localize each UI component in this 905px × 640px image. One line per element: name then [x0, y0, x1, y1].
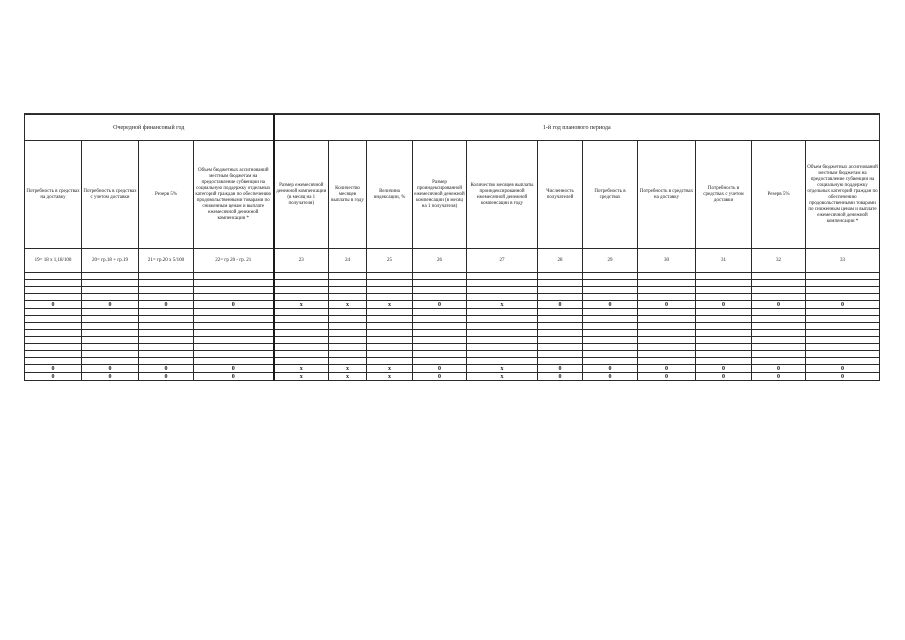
- col-header: Потребность в средствах с учетом доставки: [82, 141, 139, 249]
- cell: 0: [806, 365, 880, 373]
- col-header: Резерв 5%: [752, 141, 806, 249]
- cell: x: [329, 373, 367, 381]
- col-header: Количество месяцев выплаты в году: [329, 141, 367, 249]
- budget-table: [24, 114, 880, 381]
- col-header: Потребность в средствах на доставку: [638, 141, 696, 249]
- col-number: 33: [806, 249, 880, 273]
- cell: 0: [413, 365, 467, 373]
- cell: x: [274, 301, 329, 309]
- table-row: [25, 365, 880, 373]
- cell: 0: [752, 301, 806, 309]
- cell: x: [467, 365, 538, 373]
- col-header: Объем бюджетных ассигнований местным бюджетам на предоставление субвенции на социальную поддержку отдельных категорий граждан по обеспечению продовольственными товарами по сниженным ценам и выплате ежемесячной денежной компенсации *: [194, 141, 274, 249]
- cell: 0: [82, 373, 139, 381]
- cell: x: [467, 301, 538, 309]
- cell: 0: [583, 301, 638, 309]
- table-row: [25, 358, 880, 365]
- col-header: Потребность в средствах с учетом доставки: [696, 141, 752, 249]
- table-row: [25, 337, 880, 344]
- col-number: 23: [274, 249, 329, 273]
- group-header-row: [25, 115, 880, 141]
- group-plan-year-1: 1-й год планового периода: [274, 115, 880, 141]
- col-header: Резерв 5%: [139, 141, 194, 249]
- table-row: [25, 373, 880, 381]
- cell: 0: [583, 365, 638, 373]
- cell: x: [367, 301, 413, 309]
- col-header: Размер ежемесячной денежной компенсации (в месяц на 1 получателя): [274, 141, 329, 249]
- cell: 0: [806, 301, 880, 309]
- cell: 0: [638, 365, 696, 373]
- col-header: Потребность в средствах на доставку: [25, 141, 82, 249]
- cell: 0: [806, 373, 880, 381]
- cell: x: [367, 365, 413, 373]
- cell: 0: [139, 373, 194, 381]
- cell: x: [467, 373, 538, 381]
- table-row: [25, 273, 880, 280]
- cell: 0: [25, 301, 82, 309]
- col-number: 24: [329, 249, 367, 273]
- table-row: [25, 344, 880, 351]
- table-row: [25, 294, 880, 301]
- cell: x: [329, 365, 367, 373]
- group-current-year: Очередной финансовый год: [25, 115, 274, 141]
- table-row: [25, 351, 880, 358]
- cell: 0: [82, 365, 139, 373]
- table-row: [25, 301, 880, 309]
- cell: 0: [538, 365, 583, 373]
- cell: 0: [82, 301, 139, 309]
- col-header: Численность получателей: [538, 141, 583, 249]
- col-number: 31: [696, 249, 752, 273]
- table-row: [25, 330, 880, 337]
- col-header: Объем бюджетных ассигнований местным бюджетам на предоставление субвенции на социальную поддержку отдельных категорий граждан по обеспечению продовольственными товарами по сниженным ценам и выплате ежемесячной денежной компенсации *: [806, 141, 880, 249]
- cell: 0: [538, 373, 583, 381]
- col-header: Количество месяцев выплаты проиндексированной ежемесячной денежной компенсации в году: [467, 141, 538, 249]
- col-header: Величина индексации, %: [367, 141, 413, 249]
- col-number: 20= гр.18 + гр.19: [82, 249, 139, 273]
- cell: 0: [139, 365, 194, 373]
- table-row: [25, 316, 880, 323]
- cell: x: [274, 365, 329, 373]
- cell: 0: [696, 301, 752, 309]
- table-row: [25, 287, 880, 294]
- cell: 0: [583, 373, 638, 381]
- cell: 0: [413, 301, 467, 309]
- col-number: 22= гр 20 - гр. 21: [194, 249, 274, 273]
- cell: 0: [194, 373, 274, 381]
- col-number: 26: [413, 249, 467, 273]
- cell: 0: [25, 365, 82, 373]
- cell: 0: [638, 373, 696, 381]
- table-row: [25, 309, 880, 316]
- cell: 0: [752, 373, 806, 381]
- cell: x: [329, 301, 367, 309]
- cell: 0: [194, 301, 274, 309]
- col-header: Потребность в средствах: [583, 141, 638, 249]
- cell: 0: [696, 373, 752, 381]
- col-number: 30: [638, 249, 696, 273]
- cell: x: [367, 373, 413, 381]
- cell: 0: [413, 373, 467, 381]
- col-number: 28: [538, 249, 583, 273]
- cell: 0: [696, 365, 752, 373]
- column-header-row: [25, 141, 880, 249]
- cell: 0: [139, 301, 194, 309]
- cell: 0: [752, 365, 806, 373]
- col-header: Размер проиндексированной ежемесячной денежной компенсации (в месяц на 1 получателя): [413, 141, 467, 249]
- cell: x: [274, 373, 329, 381]
- cell: 0: [638, 301, 696, 309]
- col-number: 32: [752, 249, 806, 273]
- col-number: 25: [367, 249, 413, 273]
- table-row: [25, 280, 880, 287]
- cell: 0: [25, 373, 82, 381]
- col-number: 27: [467, 249, 538, 273]
- col-number: 21= гр.20 x 5/100: [139, 249, 194, 273]
- table-row: [25, 323, 880, 330]
- cell: 0: [194, 365, 274, 373]
- col-number: 19= 18 x 1,18/100: [25, 249, 82, 273]
- cell: 0: [538, 301, 583, 309]
- column-number-row: [25, 249, 880, 273]
- col-number: 29: [583, 249, 638, 273]
